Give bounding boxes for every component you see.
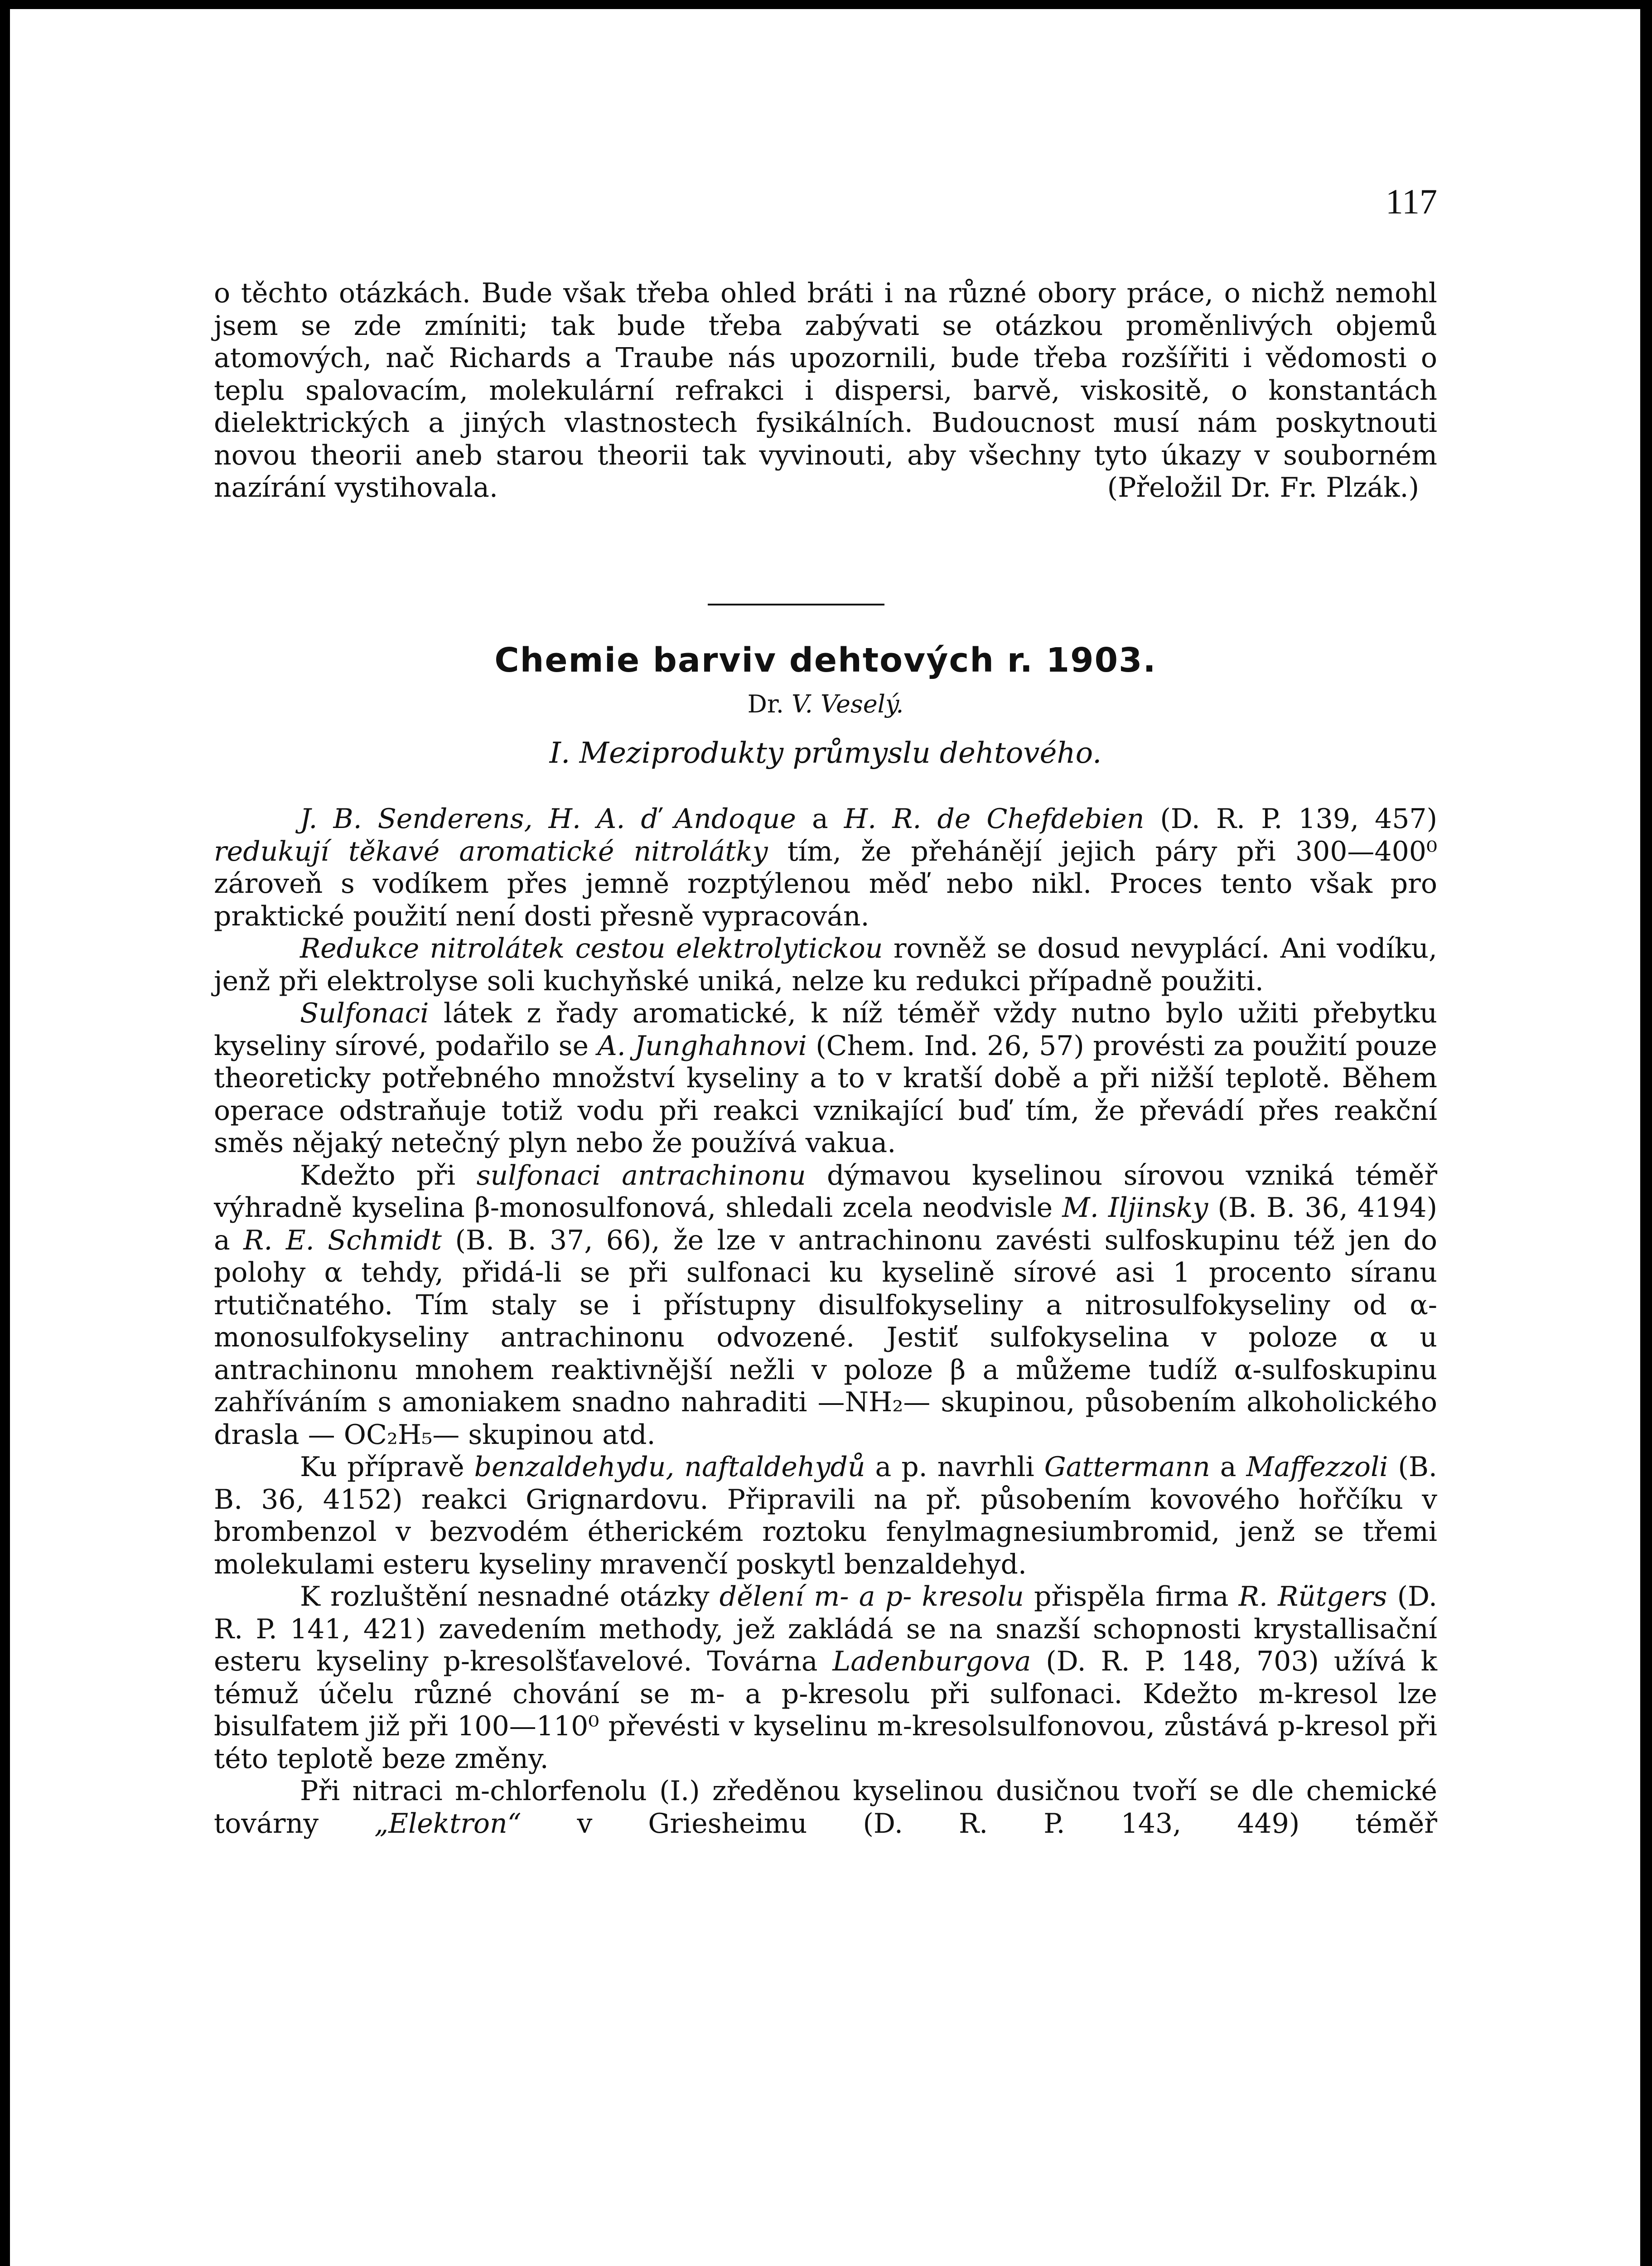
p5-rest: (B. B. 36, 4152) reakci Grignardovu. Připravili na př. působením kovového hořčíku v brombenzol v bezvodém étherickém roztoku fenylmagnesiumbromid, jenž se třemi molekulami esteru kyseliny mravenčí poskytl benzaldehyd.: [214, 1451, 1437, 1580]
author-name: V. Veselý.: [792, 690, 904, 718]
p6-name1: R. Rütgers: [1238, 1581, 1387, 1612]
p1-names2: H. R. de Chefdebien: [844, 803, 1145, 835]
paragraph-6: [214, 1581, 1437, 1775]
p4-rest: (B. B. 37, 66), že lze v antrachinonu zavésti sulfoskupinu též jen do polohy α tehdy, přidá-li se při sulfonaci ku kyselině sírové asi 1 procento síranu rtutičnatého. Tím staly se i přístupny disulfokyseliny a nitrosulfokyseliny od α-monosulfokyseliny antrachinonu odvozené. Jestiť sulfokyselina v poloze α u antrachinonu mnohem reaktivnější nežli v poloze β a můžeme tudíž α-sulfoskupinu zahříváním s amoniakem snadno nahraditi —NH₂— skupinou, působením alkoholického drasla — OC₂H₅— skupinou atd.: [214, 1224, 1438, 1451]
p4-c: (B. B. 36, 4194) a: [214, 1192, 1437, 1256]
paragraph-4: [214, 1160, 1437, 1452]
p1-rest: tím, že přehánějí jejich páry při 300—400⁰ zároveň s vodíkem přes jemně rozptýlenou měď nebo nikl. Proces tento však pro praktické použití není dosti přesně vypracován.: [214, 835, 1437, 932]
section-author: [214, 690, 1437, 718]
p3-a: látek z řady aromatické, k níž téměř vždy nutno bylo užiti přebytku kyseliny sírové, podařilo se: [214, 997, 1437, 1062]
p4-name1: M. Iljinsky: [1062, 1192, 1208, 1224]
intro-block: [214, 277, 1437, 504]
p5-topic: benzaldehydu, naftaldehydů: [474, 1451, 865, 1483]
p1-ref: (D. R. P. 139, 457): [1144, 803, 1437, 835]
section-divider: [708, 604, 884, 605]
p5-b: a p. navrhli: [865, 1451, 1044, 1483]
p2-topic: Redukce nitrolátek cestou elektrolytickou: [300, 933, 883, 964]
p4-b: dýmavou kyselinou sírovou vzniká téměř výhradně kyselina β-monosulfonová, shledali zcela neodvisle: [214, 1159, 1438, 1224]
p4-topic: sulfonaci antrachinonu: [476, 1159, 806, 1191]
p6-c: (D. R. P. 141, 421) zavedením methody, jež zakládá se na snazší schopnosti krystallisační esteru kyseliny p-kresolšťavelové. Továrna: [214, 1581, 1438, 1677]
p6-b: přispěla firma: [1024, 1581, 1239, 1612]
section-subtitle: I. Meziprodukty průmyslu dehtového.: [549, 736, 1102, 770]
translator-text: (Přeložil Dr. Fr. Plzák.): [1107, 472, 1419, 504]
p3-rest: (Chem. Ind. 26, 57) provésti za použití pouze theoreticky potřebného množství kyseliny a to v kratší době a při nižší teplotě. Během operace odstraňuje totiž vodu při reakci vznikající buď tím, že převádí přes reakční směs nějaký netečný plyn nebo že používá vakua.: [214, 1030, 1437, 1159]
p4-a: Kdežto při: [300, 1159, 477, 1191]
p1-and: a: [796, 803, 844, 835]
paragraph-3: [214, 997, 1437, 1160]
p1-topic: redukují těkavé aromatické nitrolátky: [214, 835, 768, 867]
intro-paragraph: [214, 277, 1437, 504]
p5-name2: Maffezzoli: [1246, 1451, 1388, 1483]
p1-names: J. B. Senderens, H. A. ď Andoque: [300, 803, 796, 835]
article-body: [214, 803, 1437, 1840]
p7-rest: v Griesheimu (D. R. P. 143, 449) téměř: [521, 1807, 1437, 1840]
p5-c: a: [1210, 1451, 1246, 1483]
page-number: 117: [1385, 182, 1437, 221]
intro-text: o těchto otázkách. Bude však třeba ohled bráti i na různé obory práce, o nichž nemohl jsem se zde zmíniti; tak bude třeba zabývati se otázkou proměnlivých objemů atomových, nač Richards a Traube nás upozornili, bude třeba rozšířiti i vědomosti o teplu spalovacím, molekulární refrakci i dispersi, barvě, viskositě, o konstantách dielektrických a jiných vlastnostech fysikálních. Budoucnost musí nám poskytnouti novou theorii aneb starou theorii tak vyvinouti, aby všechny tyto úkazy v souborném nazírání vystihovala.: [214, 277, 1437, 504]
author-prefix: Dr.: [747, 690, 784, 718]
p7-name: „Elektron“: [374, 1807, 522, 1840]
paragraph-1: [214, 803, 1437, 933]
p3-name: A. Junghahnovi: [597, 1030, 807, 1062]
p6-rest: (D. R. P. 148, 703) užívá k témuž účelu různé chování se m- a p-kresolu při sulfonaci. Kdežto m-kresol lze bisulfatem již při 100—110⁰ převésti v kyselinu m-kresolsulfonovou, zůstává p-kresol při této teplotě beze změny.: [214, 1646, 1437, 1775]
paragraph-5: [214, 1451, 1437, 1581]
p7-a: Při nitraci m-chlorfenolu (I.) zředěnou kyselinou dusičnou tvoří se dle chemické továrny: [214, 1775, 1437, 1840]
p2-rest: rovněž se dosud nevyplácí. Ani vodíku, jenž při elektrolyse soli kuchyňské uniká, nelze ku redukci případně použiti.: [214, 933, 1437, 997]
p5-name1: Gattermann: [1044, 1451, 1210, 1483]
section-title: Chemie barviv dehtových r. 1903.: [494, 641, 1157, 680]
p3-topic: Sulfonaci: [300, 997, 429, 1029]
p6-topic: dělení m- a p- kresolu: [719, 1581, 1024, 1612]
p4-name2: R. E. Schmidt: [243, 1224, 442, 1256]
p5-a: Ku přípravě: [300, 1451, 474, 1483]
paragraph-2: [214, 933, 1437, 997]
p6-a: K rozluštění nesnadné otázky: [300, 1581, 720, 1612]
paragraph-7: [214, 1775, 1437, 1840]
p6-name2: Ladenburgova: [832, 1646, 1031, 1677]
